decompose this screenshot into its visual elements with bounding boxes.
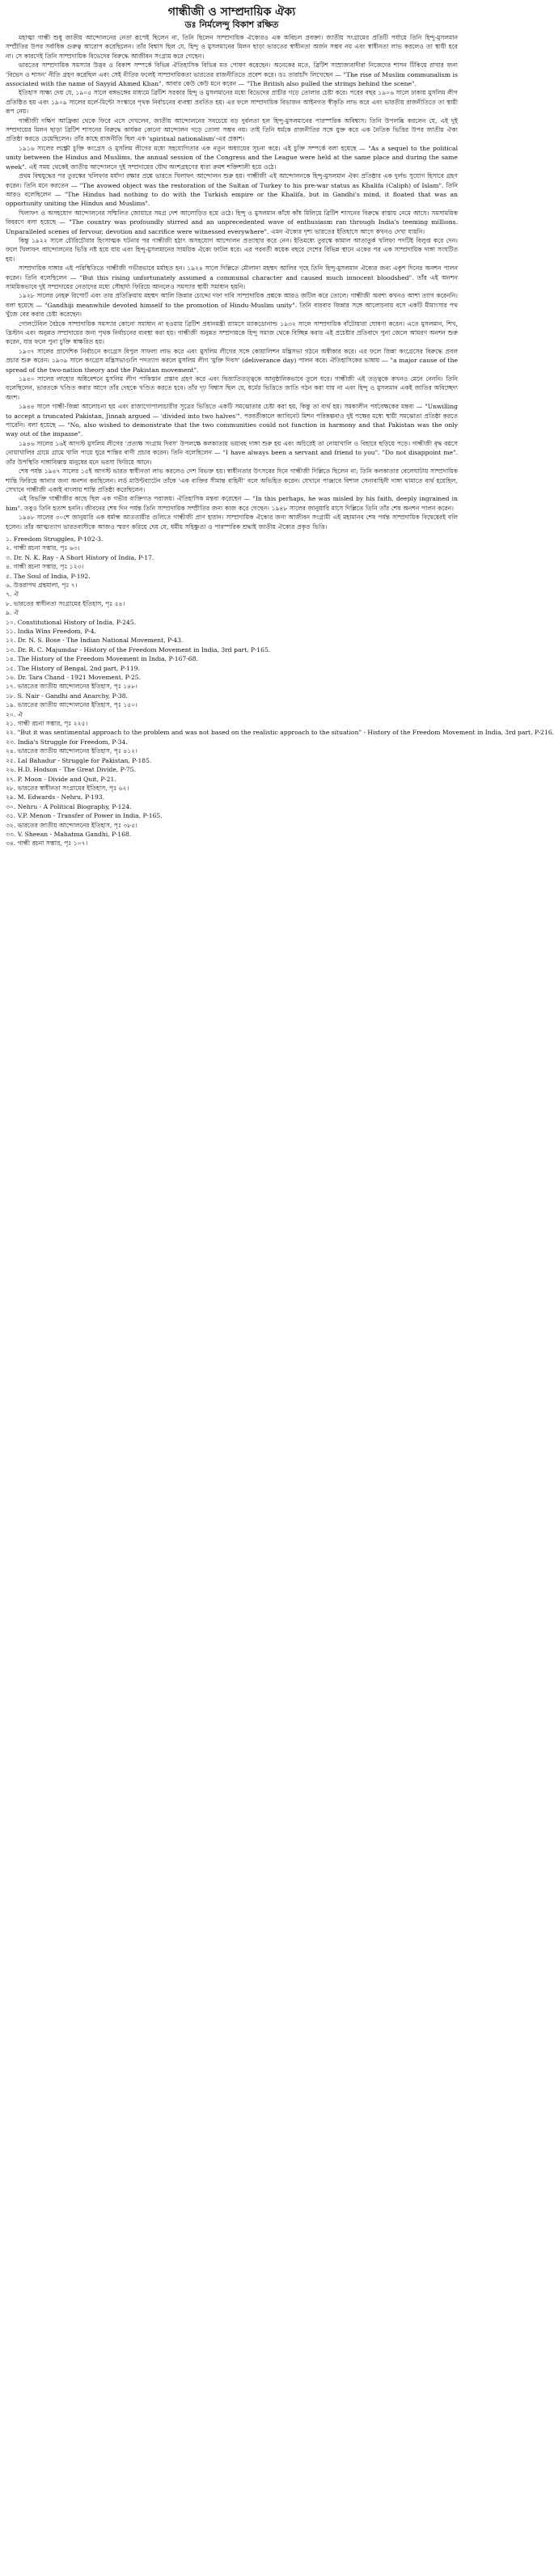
footnote: ২. গান্ধী রচনা সম্ভার, পৃঃ ৬৩। <box>6 544 80 552</box>
paragraph: গোলটেবিল বৈঠকে সাম্প্রদায়িক সমস্যার কোনো সমাধান না হওয়ায় ব্রিটিশ প্রধানমন্ত্রী র‍্যামসে ম্যাকডোনাল্ড ১৯৩২ সালে সাম্প্রদায়িক বাঁটোয়ারা ঘোষণা করেন। এতে মুসলমান, শিখ, খ্রিস্টান এবং অনুন্নত সম্প্রদায়ের জন্য পৃথক নির্বাচনের ব্যবস্থা করা হয়। গান্ধীজী অনুন্নত সম্প্রদায়কে হিন্দু সমাজ থেকে বিচ্ছিন্ন করার এই প্রচেষ্টার প্রতিবাদে পুনা জেলে আমরণ অনশন শুরু করেন, যার ফলে পুনা চুক্তি স্বাক্ষরিত হয়। <box>6 319 458 346</box>
paragraph: মহাত্মা গান্ধী শুধু জাতীয় আন্দোলনের নেতা রূপেই ছিলেন না, তিনি ছিলেন সাম্প্রদায়িক ঐক্যেরও এক অবিচল প্রবক্তা। জাতীয় সংগ্রামের প্রতিটি পর্যায়ে তিনি হিন্দু-মুসলমান সম্প্রীতির উপর সর্বাধিক গুরুত্ব আরোপ করেছিলেন। তাঁর বিশ্বাস ছিল যে, হিন্দু ও মুসলমানের মিলন ছাড়া ভারতের স্বাধীনতা অর্জন সম্ভব নয় এবং স্বাধীনতা লাভ করলেও তা স্থায়ী হবে না। সে কারণেই তিনি সাম্প্রদায়িক বিভেদের বিরুদ্ধে আজীবন সংগ্রাম করে গেছেন। <box>6 34 458 60</box>
article-title: গান্ধীজী ও সাম্প্রদায়িক ঐক্য <box>167 6 296 19</box>
footnote: ৮. ভারতের স্বাধীনতা সংগ্রামের ইতিহাস, পৃঃ ৫৪। <box>6 599 125 607</box>
footnote: ১৫. The History of Bengal, 2nd part, P-119. <box>6 664 140 672</box>
footnote: ৩০. Nehru - A Political Biography, P-124. <box>6 802 132 810</box>
footnotes <box>6 535 554 848</box>
footnote: ২৭. P. Moon - Divide and Quit, P-21. <box>6 775 116 783</box>
footnote: ২০. ঐ <box>6 710 23 718</box>
paragraph: ১৯৪৮ সালের ৩০শে জানুয়ারি এক ধর্মান্ধ আততায়ীর গুলিতে গান্ধীজী প্রাণ হারান। সাম্প্রদায়িক ঐক্যের জন্য আজীবন সংগ্রামী এই মহামানব শেষ পর্যন্ত সাম্প্রদায়িক বিদ্বেষেরই বলি হলেন। তাঁর আত্মত্যাগ ভারতবাসীকে আজও স্মরণ করিয়ে দেয় যে, ধর্মীয় সহিষ্ণুতা ও পারস্পরিক শ্রদ্ধাই জাতীয় ঐক্যের প্রকৃত ভিত্তি। <box>6 514 458 531</box>
footnote: ২২. "But it was sentimental approach to the problem and was not based on the realistic approach to the situation" - History of the Freedom Movement in India, 3rd part, P-216. <box>6 729 554 737</box>
footnote: ১৬. Dr. Tara Chand - 1921 Movement, P-25. <box>6 674 142 682</box>
paragraph: গান্ধীজী দক্ষিণ আফ্রিকা থেকে ফিরে এসে দেখলেন, জাতীয় আন্দোলনের সবচেয়ে বড় দুর্বলতা হল হিন্দু-মুসলমানের পারস্পরিক অবিশ্বাস। তিনি উপলব্ধি করলেন যে, এই দুই সম্প্রদায়ের মিলন ছাড়া ব্রিটিশ শাসনের বিরুদ্ধে কার্যকর কোনো আন্দোলন গড়ে তোলা সম্ভব নয়। তাই তিনি ধর্মকে রাজনীতির সঙ্গে যুক্ত করে এক নৈতিক ভিত্তির উপর জাতীয় ঐক্য প্রতিষ্ঠা করতে চেয়েছিলেন। তাঁর কাছে রাজনীতি ছিল এক 'spiritual nationalism'-এর প্রকাশ। <box>6 116 458 143</box>
paragraph: খিলাফৎ ও অসহযোগ আন্দোলনের সম্মিলিত জোয়ারে সমগ্র দেশ আলোড়িত হয়ে ওঠে। হিন্দু ও মুসলমান কাঁধে কাঁধ মিলিয়ে ব্রিটিশ শাসনের বিরুদ্ধে রাস্তায় নেমে আসে। সমসাময়িক বিবরণে বলা হয়েছে — "The country was profoundly stirred and an unprecedented wave of enthusiasm ran through India's teeming millions. Unparalleled scenes of fervour, devotion and sacrifice were witnessed everywhere". এমন ঐক্যের দৃশ্য ভারতের ইতিহাসে আগে কখনও দেখা যায়নি। <box>6 209 458 235</box>
footnote: ১০. Constitutional History of India, P-245. <box>6 618 137 626</box>
paragraph: ১৯৩৭ সালের প্রাদেশিক নির্বাচনে কংগ্রেস বিপুল সাফল্য লাভ করে এবং মুসলিম লীগের সঙ্গে কোয়ালিশন মন্ত্রিসভা গঠনে অস্বীকার করে। এর ফলে জিন্না কংগ্রেসের বিরুদ্ধে প্রবল প্রচার শুরু করেন। ১৯৩৯ সালে কংগ্রেস মন্ত্রিসভাগুলি পদত্যাগ করলে মুসলিম লীগ 'মুক্তি দিবস' (deliverance day) পালন করে। ঐতিহাসিকের ভাষায় — "a major cause of the spread of the two-nation theory and the Pakistan movement". <box>6 347 458 374</box>
paragraph: সাম্প্রদায়িক দাঙ্গার এই পরিস্থিতিতে গান্ধীজী গভীরভাবে মর্মাহত হন। ১৯২৪ সালে দিল্লিতে মৌলানা মহম্মদ আলির গৃহে তিনি হিন্দু-মুসলমান ঐক্যের জন্য একুশ দিনের অনশন পালন করেন। তিনি বলেছিলেন — "But this rising unfortunately assumed a communal character and caused much innocent bloodshed". তাঁর এই অনশন সাময়িকভাবে দুই সম্প্রদায়ের নেতাদের মধ্যে সৌহার্দ্য ফিরিয়ে আনলেও সমস্যার স্থায়ী সমাধান হয়নি। <box>6 264 458 290</box>
footnote: ১৮. S. Nair - Gandhi and Anarchy, P-38. <box>6 692 128 700</box>
footnote: ৯. ঐ <box>6 609 19 617</box>
article-body <box>6 33 458 531</box>
footnote: ৩২. ভারতের জাতীয় আন্দোলনের ইতিহাস, পৃঃ ৩৮৫। <box>6 821 137 829</box>
paragraph: কিন্তু ১৯২২ সালে চৌরিচৌরার হিংসাত্মক ঘটনার পর গান্ধীজী হঠাৎ অসহযোগ আন্দোলন প্রত্যাহার করে নেন। ইতিমধ্যে তুরস্কে কামাল আতাতুর্ক খলিফা পদটিই বিলুপ্ত করে দেন। ফলে খিলাফৎ আন্দোলনের ভিত্তি নষ্ট হয়ে যায় এবং হিন্দু-মুসলমানের সাময়িক ঐক্যে ফাটল ধরে। এর পরবর্তী কয়েক বছরে দেশের বিভিন্ন স্থানে একের পর এক সাম্প্রদায়িক দাঙ্গা সংঘটিত হয়। <box>6 236 458 263</box>
footnote: ২১. গান্ধী রচনা সম্ভার, পৃঃ ২২৫। <box>6 720 88 728</box>
footnote: ৫. The Soul of India, P-192. <box>6 572 91 580</box>
footnote: ২৮. ভারতের স্বাধীনতা সংগ্রামের ইতিহাস, পৃঃ ৬২। <box>6 784 129 792</box>
footnote: ২৬. H.D. Hodson - The Great Divide, P-75. <box>6 766 136 774</box>
paragraph: এই বিভক্তি গান্ধীজীর কাছে ছিল এক গভীর ব্যক্তিগত পরাজয়। ঐতিহাসিক মন্তব্য করেছেন — "In this perhaps, he was misled by his faith, deeply ingrained in him". তবুও তিনি হতাশ হননি। জীবনের শেষ দিন পর্যন্ত তিনি সাম্প্রদায়িক সম্প্রীতির জন্য কাজ করে গেছেন। ১৯৪৮ সালের জানুয়ারি মাসে দিল্লিতে তিনি তাঁর শেষ অনশন পালন করেন। <box>6 495 458 512</box>
footnote: ১৯. ভারতের জাতীয় আন্দোলনের ইতিহাস, পৃঃ ১৫০। <box>6 701 137 709</box>
article-author: ডঃ নির্মলেন্দু বিকাশ রক্ষিত <box>184 19 279 30</box>
paragraph: ইতিহাস সাক্ষ্য দেয় যে, ১৯০৫ সালে বঙ্গভঙ্গের মাধ্যমে ব্রিটিশ সরকার হিন্দু ও মুসলমানের মধ্যে বিভেদের প্রাচীর গড়ে তোলার চেষ্টা করে। পরের বছর ১৯০৬ সালে ঢাকায় মুসলিম লীগ প্রতিষ্ঠিত হয় এবং ১৯০৯ সালের মর্লে-মিন্টো সংস্কারে পৃথক নির্বাচনের ব্যবস্থা প্রবর্তিত হয়। এর ফলে সাম্প্রদায়িক বিভাজন আইনগত স্বীকৃতি লাভ করে এবং ভারতীয় রাজনীতিতে তা স্থায়ী রূপ নেয়। <box>6 89 458 116</box>
footnote: ২৫. Lal Bahadur - Struggle for Pakistan, P-185. <box>6 756 152 764</box>
footnote: ৩. Dr. N. K. Ray - A Short History of India, P-17. <box>6 553 154 561</box>
footnote: ১৩. Dr. R. C. Majumdar - History of the Freedom Movement in India, 3rd part, P-165. <box>6 645 271 654</box>
footnote: ৬. উত্তরাপথ গ্রন্থমালা, পৃঃ ৭। <box>6 581 78 589</box>
footnote: ২৯. M. Edwards - Nehru, P-193. <box>6 793 105 802</box>
paragraph: ভারতের সাম্প্রদায়িক সমস্যার উদ্ভব ও বিকাশ সম্পর্কে বিভিন্ন ঐতিহাসিক বিভিন্ন মত পোষণ করেছেন। অনেকের মতে, ব্রিটিশ সাম্রাজ্যবাদীরা নিজেদের শাসন টিকিয়ে রাখার জন্য 'বিভেদ ও শাসন' নীতি গ্রহণ করেছিল এবং সেই নীতির ফলেই সাম্প্রদায়িকতা ভারতের রাজনীতিতে প্রবেশ করে। ডঃ তারাচাঁদ লিখেছেন — "The rise of Muslim communalism is associated with the name of Sayyid Ahmed Khan". আবার কেউ কেউ মনে করেন — "The British also pulled the strings behind the scene". <box>6 61 458 88</box>
paragraph: ১৯১৬ সালের লক্ষ্ণৌ চুক্তি কংগ্রেস ও মুসলিম লীগের মধ্যে সহযোগিতার এক নতুন অধ্যায়ের সূচনা করে। এই চুক্তি সম্পর্কে বলা হয়েছে — "As a sequel to the political unity between the Hindus and Muslims, the annual session of the Congress and the League were held at the same place and during the same week". এই সময় থেকেই জাতীয় আন্দোলনে দুই সম্প্রদায়ের যৌথ অংশগ্রহণের ধারা ক্রমশ শক্তিশালী হয়ে ওঠে। <box>6 144 458 171</box>
footnote: ৩৩. V. Sheean - Mahatma Gandhi, P-168. <box>6 830 132 838</box>
footnote: ১৭. ভারতের জাতীয় আন্দোলনের ইতিহাস, পৃঃ ১৪৮। <box>6 683 137 691</box>
paragraph: ১৯২৮ সালের নেহরু রিপোর্ট এবং তার প্রতিক্রিয়ায় মহম্মদ আলি জিন্নার চোদ্দো দফা দাবি সাম্প্রদায়িক প্রশ্নকে আরও জটিল করে তোলে। গান্ধীজী অবশ্য কখনও আশা ত্যাগ করেননি। বলা হয়েছে — "Gandhiji meanwhile devoted himself to the promotion of Hindu-Muslim unity". তিনি বারবার জিন্নার সঙ্গে আলোচনায় বসে একটি মীমাংসার পথ খুঁজে বের করার চেষ্টা করেছেন। <box>6 292 458 319</box>
footnote: ৩১. V.P. Menon - Transfer of Power in India, P-165. <box>6 812 163 820</box>
footnote: ৩৪. গান্ধী রচনা সম্ভার, পৃঃ ১০৭। <box>6 840 88 848</box>
paragraph: ১৯৪৬ সালের ১৬ই আগস্ট মুসলিম লীগের 'প্রত্যক্ষ সংগ্রাম দিবস' উপলক্ষে কলকাতায় ভয়াবহ দাঙ্গা শুরু হয় এবং অচিরেই তা নোয়াখালি ও বিহারে ছড়িয়ে পড়ে। গান্ধীজী বৃদ্ধ বয়সে নোয়াখালির গ্রামে গ্রামে খালি পায়ে ঘুরে শান্তির বাণী প্রচার করেন। তিনি বলেছিলেন — "I have always been a servant and friend to you". "Do not disappoint me". তাঁর উপস্থিতি দাঙ্গাবিধ্বস্ত মানুষের মনে ভরসা ফিরিয়ে আনে। <box>6 439 458 466</box>
footnote: ১১. India Wins Freedom, P-4. <box>6 628 96 635</box>
paragraph: ১৯৪৪ সালে গান্ধী-জিন্না আলোচনা হয় এবং রাজাগোপালাচারীর সূত্রের ভিত্তিতে একটি সমঝোতার চেষ্টা করা হয়, কিন্তু তা ব্যর্থ হয়। সমকালীন পর্যবেক্ষকের মন্তব্য — "Unwilling to accept a truncated Pakistan, Jinnah argued — 'divided into two halves'". পরবর্তীকালে ক্যাবিনেট মিশন পরিকল্পনাও দুই পক্ষের মধ্যে স্থায়ী সমঝোতা প্রতিষ্ঠা করতে পারেনি। বলা হয়েছে — "No, also wished to demonstrate that the two communities could not function in harmony and that Pakistan was the only way out of the impasse". <box>6 403 458 438</box>
footnote: ১৪. The History of the Freedom Movement in India, P-167-68. <box>6 655 198 663</box>
footnote: ২৪. ভারতের জাতীয় আন্দোলনের ইতিহাস, পৃঃ ৪১২। <box>6 747 137 755</box>
footnote: ১. Freedom Struggles, P-102-3. <box>6 535 104 543</box>
paragraph: প্রথম বিশ্বযুদ্ধের পর তুরস্কের খলিফার মর্যাদা রক্ষার প্রশ্নে ভারতে খিলাফৎ আন্দোলন শুরু হয়। গান্ধীজী এই আন্দোলনকে হিন্দু-মুসলমান ঐক্য প্রতিষ্ঠার এক দুর্লভ সুযোগ হিসাবে গ্রহণ করেন। তিনি মনে করতেন — "The avowed object was the restoration of the Sultan of Turkey to his pre-war status as Khalifa (Caliph) of Islam". তিনি আরও বলেছিলেন — "The Hindus had nothing to do with the Turkish empire or the Khalifa, but in Gandhi's mind, it floated that was an opportunity uniting the Hindus and Muslims". <box>6 172 458 208</box>
footnote: ২৩. India's Struggle for Freedom, P-34. <box>6 738 128 746</box>
paragraph: ১৯৪০ সালের লাহোর অধিবেশনে মুসলিম লীগ পাকিস্তান প্রস্তাব গ্রহণ করে এবং দ্বিজাতিতত্ত্বকে আনুষ্ঠানিকভাবে তুলে ধরে। গান্ধীজী এই তত্ত্বকে কখনও মেনে নেননি। তিনি বলেছিলেন, ভারতকে খণ্ডিত করার আগে তাঁর দেহকে খণ্ডিত করতে হবে। তাঁর দৃঢ় বিশ্বাস ছিল যে, ধর্মের ভিত্তিতে জাতি গঠন করা যায় না এবং হিন্দু ও মুসলমান একই জাতির অবিচ্ছেদ্য অংশ। <box>6 375 458 401</box>
footnote: ৭. ঐ <box>6 590 19 599</box>
paragraph: শেষ পর্যন্ত ১৯৪৭ সালের ১৫ই আগস্ট ভারত স্বাধীনতা লাভ করলেও দেশ বিভক্ত হয়। স্বাধীনতার উৎসবের দিনে গান্ধীজী দিল্লিতে ছিলেন না; তিনি কলকাতার বেলেঘাটায় সাম্প্রদায়িক শান্তি ফিরিয়ে আনার জন্য অনশন করছিলেন। লর্ড মাউন্টব্যাটেন তাঁকে 'এক ব্যক্তির সীমান্ত বাহিনী' বলে অভিহিত করেন। যেখানে পাঞ্জাবে বিশাল সেনাবাহিনী দাঙ্গা থামাতে ব্যর্থ হয়েছিল, সেখানে গান্ধীজী একাই বাংলায় শান্তি প্রতিষ্ঠা করেছিলেন। <box>6 467 458 493</box>
footnote: ৪. গান্ধী রচনা সম্ভার, পৃঃ ১২৩। <box>6 563 84 571</box>
footnote: ১২. Dr. N. S. Bose - The Indian National Movement, P-43. <box>6 637 184 645</box>
